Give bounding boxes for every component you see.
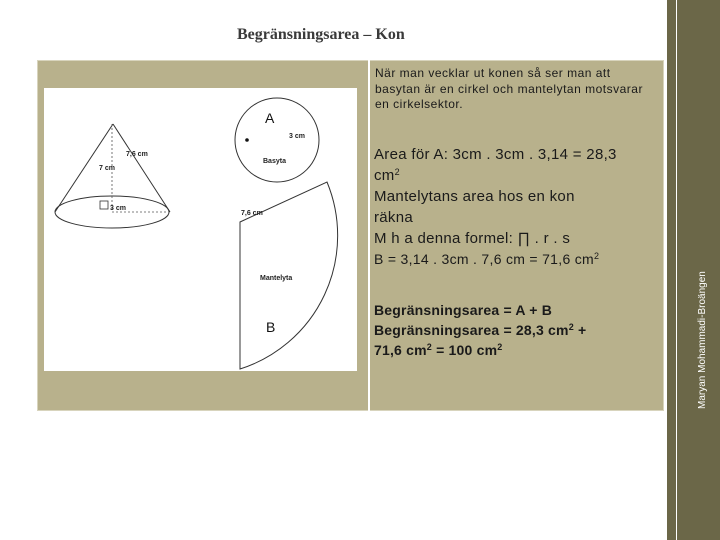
cone-drawing — [55, 124, 170, 228]
lateral-area-heading: Mantelytans area hos en kon — [374, 188, 575, 205]
label-b: B — [266, 319, 276, 335]
slant-label: 7,6 cm — [126, 151, 148, 158]
cone-figure — [44, 88, 357, 371]
total-area — [374, 300, 659, 360]
height-label: 7 cm — [99, 165, 115, 172]
lateral-area-formula: M h a denna formel: ∏ . r . s — [374, 230, 571, 247]
cone-diagram — [44, 88, 357, 371]
total-result: 71,6 $cm^2 = 100$ $cm^2$ — [374, 342, 503, 358]
author-credit: Maryan Mohammadi-Broängen — [697, 271, 708, 409]
area-a-line: Area för A: 3cm . 3cm . 3,14 = 28,3 — [374, 146, 617, 163]
sector-slant-label: 7,6 cm — [241, 210, 263, 217]
page-title: Begränsningsarea – Kon — [237, 26, 405, 43]
side-bar — [667, 0, 720, 540]
area-calculation — [374, 144, 659, 270]
area-a-unit: $cm^2$ — [374, 167, 400, 184]
lateral-area-result: B = 3,14 . 3cm . 7,6 cm = 71,6 $cm^2$ — [374, 251, 600, 267]
lateral-sector — [240, 182, 338, 369]
side-bar-divider — [676, 0, 677, 540]
base-radius-label: 3 cm — [110, 205, 126, 212]
intro-text: När man vecklar ut konen så ser man att basytan är en cirkel och mantelytan motsvarar en cirkelsektor. — [375, 66, 643, 111]
total-formula: Begränsningsarea = A + B — [374, 302, 553, 318]
lateral-area-label: Mantelyta — [260, 275, 293, 282]
total-substitution: Begränsningsarea = 28,3 $cm^2$ + — [374, 322, 587, 338]
base-circle — [235, 98, 319, 182]
base-area-label: Basyta — [263, 158, 286, 165]
lateral-area-instruction: räkna — [374, 209, 414, 226]
panel-divider — [368, 60, 370, 411]
label-a: A — [265, 110, 275, 126]
circle-radius-label: 3 cm — [289, 133, 305, 140]
